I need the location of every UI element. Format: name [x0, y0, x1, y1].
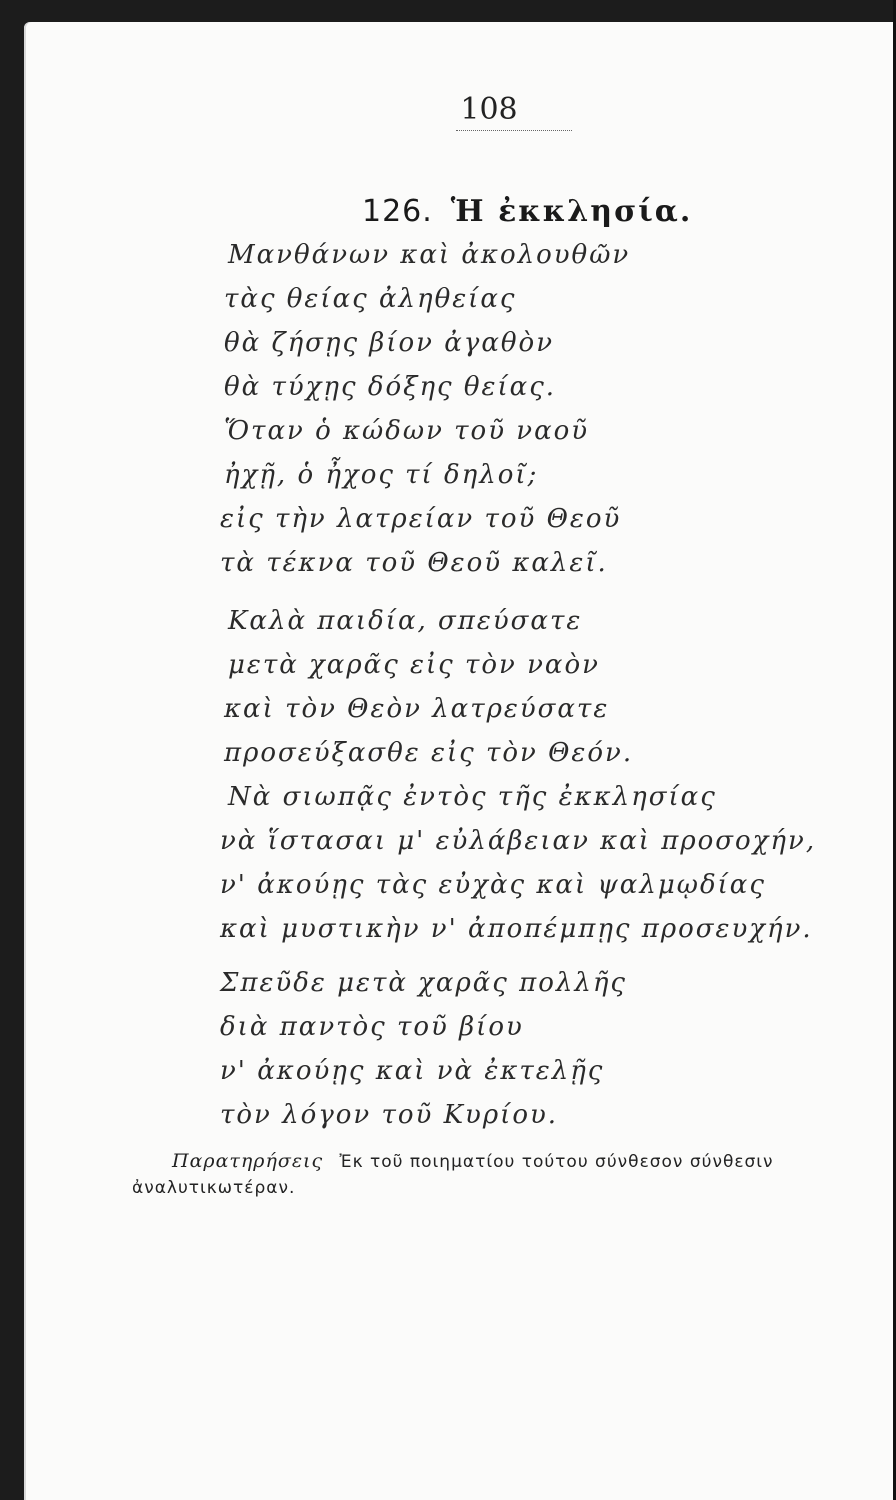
poem-line: τὰ τέκνα τοῦ Θεοῦ καλεῖ. [220, 548, 608, 578]
footnote-line-1 [172, 1150, 774, 1172]
poem-line: καὶ μυστικὴν ν' ἀποπέμπῃς προσευχήν. [220, 914, 813, 944]
poem-line: Καλὰ παιδία, σπεύσατε [228, 606, 583, 636]
poem-title-text: Ἡ ἐκκλησία. [450, 194, 693, 229]
page-number-rule [456, 130, 572, 131]
poem-line: ν' ἀκούῃς τὰς εὐχὰς καὶ ψαλμῳδίας [220, 870, 766, 900]
poem-line: Μανθάνων καὶ ἀκολουθῶν [228, 240, 631, 270]
book-page [24, 22, 896, 1500]
poem-line: τὰς θείας ἀληθείας [224, 284, 517, 314]
poem-line: νὰ ἵστασαι μ' εὐλάβειαν καὶ προσοχήν, [220, 826, 817, 856]
poem-line: τὸν λόγον τοῦ Κυρίου. [220, 1100, 559, 1130]
poem-line: ἠχῇ, ὁ ἦχος τί δηλοῖ; [224, 460, 539, 490]
poem-line: καὶ τὸν Θεὸν λατρεύσατε [224, 694, 610, 724]
poem-line: θὰ ζήσῃς βίον ἀγαθὸν [224, 328, 555, 358]
poem-title [362, 194, 692, 229]
poem-line: μετὰ χαρᾶς εἰς τὸν ναὸν [228, 650, 600, 680]
footnote-label: Παρατηρήσεις [172, 1150, 324, 1172]
poem-line: Ὅταν ὁ κώδων τοῦ ναοῦ [224, 416, 590, 446]
poem-line: Σπεῦδε μετὰ χαρᾶς πολλῆς [220, 968, 627, 998]
poem-line: θὰ τύχῃς δόξης θείας. [224, 372, 557, 402]
footnote-line-2: ἀναλυτικωτέραν. [132, 1178, 296, 1198]
poem-line: διὰ παντὸς τοῦ βίου [220, 1012, 524, 1042]
footnote-text: Ἐκ τοῦ ποιηματίου τούτου σύνθεσον σύνθεσιν [339, 1152, 774, 1172]
poem-line: προσεύξασθε εἰς τὸν Θεόν. [224, 738, 634, 768]
page-number: 108 [460, 92, 518, 127]
poem-number: 126. [362, 194, 433, 229]
poem-line: Νὰ σιωπᾷς ἐντὸς τῆς ἐκκλησίας [228, 782, 717, 812]
poem-line: εἰς τὴν λατρείαν τοῦ Θεοῦ [220, 504, 622, 534]
poem-line: ν' ἀκούῃς καὶ νὰ ἐκτελῇς [220, 1056, 605, 1086]
